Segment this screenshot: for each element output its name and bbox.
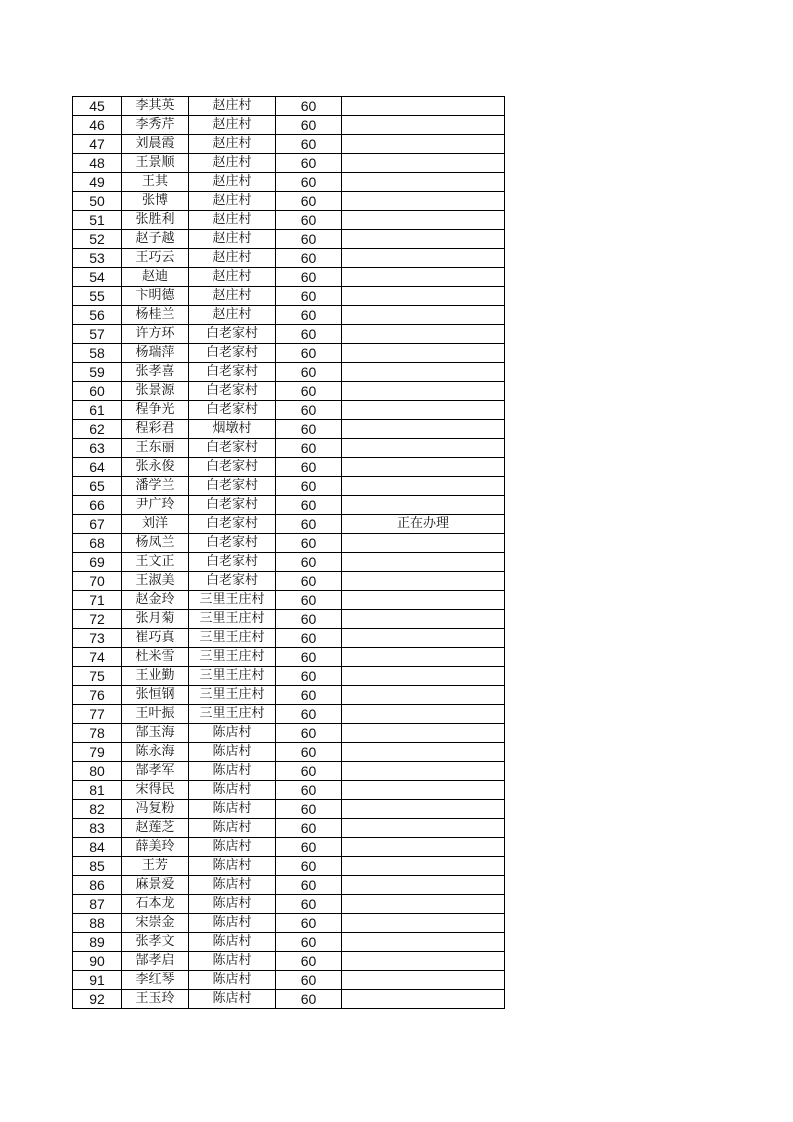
amount-value-cell: 60 — [276, 268, 342, 287]
row-number-cell: 72 — [73, 610, 122, 629]
table-row — [73, 838, 505, 857]
table-row — [73, 705, 505, 724]
row-number-cell: 69 — [73, 553, 122, 572]
remark-cell — [342, 363, 505, 382]
row-number-cell: 77 — [73, 705, 122, 724]
row-number-cell: 86 — [73, 876, 122, 895]
remark-cell — [342, 230, 505, 249]
row-number-cell: 61 — [73, 401, 122, 420]
amount-value-cell: 60 — [276, 800, 342, 819]
amount-value-cell: 60 — [276, 914, 342, 933]
remark-cell — [342, 648, 505, 667]
row-number-cell: 71 — [73, 591, 122, 610]
table-row — [73, 781, 505, 800]
person-name-cell: 刘洋 — [122, 515, 189, 534]
row-number-cell: 82 — [73, 800, 122, 819]
person-name-cell: 赵子越 — [122, 230, 189, 249]
remark-cell — [342, 534, 505, 553]
amount-value-cell: 60 — [276, 344, 342, 363]
table-row — [73, 230, 505, 249]
table-row — [73, 211, 505, 230]
amount-value-cell: 60 — [276, 325, 342, 344]
table-row — [73, 914, 505, 933]
village-name-cell: 陈店村 — [189, 952, 276, 971]
table-row — [73, 363, 505, 382]
row-number-cell: 57 — [73, 325, 122, 344]
person-name-cell: 薛美玲 — [122, 838, 189, 857]
village-name-cell: 陈店村 — [189, 819, 276, 838]
row-number-cell: 81 — [73, 781, 122, 800]
table-row — [73, 610, 505, 629]
remark-cell — [342, 895, 505, 914]
amount-value-cell: 60 — [276, 97, 342, 116]
village-name-cell: 陈店村 — [189, 876, 276, 895]
person-name-cell: 张孝文 — [122, 933, 189, 952]
person-name-cell: 王淑美 — [122, 572, 189, 591]
person-name-cell: 冯复粉 — [122, 800, 189, 819]
table-row — [73, 382, 505, 401]
table-row — [73, 306, 505, 325]
row-number-cell: 53 — [73, 249, 122, 268]
row-number-cell: 68 — [73, 534, 122, 553]
row-number-cell: 55 — [73, 287, 122, 306]
table-row — [73, 268, 505, 287]
person-name-cell: 王巧云 — [122, 249, 189, 268]
amount-value-cell: 60 — [276, 686, 342, 705]
remark-cell — [342, 952, 505, 971]
row-number-cell: 84 — [73, 838, 122, 857]
village-name-cell: 陈店村 — [189, 971, 276, 990]
table-row — [73, 477, 505, 496]
person-name-cell: 郜玉海 — [122, 724, 189, 743]
amount-value-cell: 60 — [276, 876, 342, 895]
village-name-cell: 三里王庄村 — [189, 591, 276, 610]
table-row — [73, 173, 505, 192]
remark-cell — [342, 211, 505, 230]
row-number-cell: 79 — [73, 743, 122, 762]
person-name-cell: 王东丽 — [122, 439, 189, 458]
remark-cell — [342, 382, 505, 401]
remark-cell — [342, 306, 505, 325]
village-name-cell: 三里王庄村 — [189, 629, 276, 648]
remark-cell — [342, 496, 505, 515]
row-number-cell: 49 — [73, 173, 122, 192]
person-name-cell: 郜孝军 — [122, 762, 189, 781]
amount-value-cell: 60 — [276, 591, 342, 610]
row-number-cell: 92 — [73, 990, 122, 1009]
table-row — [73, 458, 505, 477]
row-number-cell: 73 — [73, 629, 122, 648]
amount-value-cell: 60 — [276, 192, 342, 211]
village-name-cell: 白老家村 — [189, 534, 276, 553]
village-name-cell: 三里王庄村 — [189, 667, 276, 686]
person-name-cell: 王叶振 — [122, 705, 189, 724]
row-number-cell: 85 — [73, 857, 122, 876]
person-name-cell: 李红琴 — [122, 971, 189, 990]
person-name-cell: 张景源 — [122, 382, 189, 401]
remark-cell — [342, 724, 505, 743]
village-name-cell: 赵庄村 — [189, 154, 276, 173]
row-number-cell: 51 — [73, 211, 122, 230]
amount-value-cell: 60 — [276, 249, 342, 268]
amount-value-cell: 60 — [276, 743, 342, 762]
person-name-cell: 王文正 — [122, 553, 189, 572]
amount-value-cell: 60 — [276, 401, 342, 420]
remark-cell — [342, 154, 505, 173]
person-name-cell: 张博 — [122, 192, 189, 211]
village-name-cell: 赵庄村 — [189, 306, 276, 325]
row-number-cell: 91 — [73, 971, 122, 990]
village-name-cell: 白老家村 — [189, 382, 276, 401]
remark-cell — [342, 458, 505, 477]
table-row — [73, 762, 505, 781]
remark-cell — [342, 876, 505, 895]
table-row — [73, 743, 505, 762]
person-name-cell: 宋崇金 — [122, 914, 189, 933]
remark-cell — [342, 116, 505, 135]
row-number-cell: 74 — [73, 648, 122, 667]
village-name-cell: 陈店村 — [189, 800, 276, 819]
remark-cell — [342, 287, 505, 306]
table-row — [73, 933, 505, 952]
amount-value-cell: 60 — [276, 439, 342, 458]
village-name-cell: 白老家村 — [189, 515, 276, 534]
remark-cell — [342, 591, 505, 610]
person-name-cell: 许方环 — [122, 325, 189, 344]
row-number-cell: 48 — [73, 154, 122, 173]
table-row — [73, 287, 505, 306]
amount-value-cell: 60 — [276, 762, 342, 781]
table-row — [73, 154, 505, 173]
amount-value-cell: 60 — [276, 572, 342, 591]
remark-cell — [342, 914, 505, 933]
person-name-cell: 宋得民 — [122, 781, 189, 800]
remark-cell — [342, 268, 505, 287]
amount-value-cell: 60 — [276, 819, 342, 838]
village-name-cell: 白老家村 — [189, 496, 276, 515]
remark-cell — [342, 420, 505, 439]
row-number-cell: 62 — [73, 420, 122, 439]
amount-value-cell: 60 — [276, 135, 342, 154]
remark-cell — [342, 629, 505, 648]
row-number-cell: 67 — [73, 515, 122, 534]
person-name-cell: 刘晨霞 — [122, 135, 189, 154]
village-name-cell: 白老家村 — [189, 553, 276, 572]
amount-value-cell: 60 — [276, 724, 342, 743]
table-row — [73, 401, 505, 420]
person-name-cell: 杨瑞萍 — [122, 344, 189, 363]
row-number-cell: 60 — [73, 382, 122, 401]
person-name-cell: 尹广玲 — [122, 496, 189, 515]
table-row — [73, 97, 505, 116]
amount-value-cell: 60 — [276, 230, 342, 249]
amount-value-cell: 60 — [276, 838, 342, 857]
amount-value-cell: 60 — [276, 667, 342, 686]
table-row — [73, 990, 505, 1009]
remark-cell — [342, 819, 505, 838]
row-number-cell: 54 — [73, 268, 122, 287]
village-name-cell: 赵庄村 — [189, 97, 276, 116]
village-name-cell: 赵庄村 — [189, 192, 276, 211]
roster-body — [73, 97, 505, 1009]
person-name-cell: 崔巧真 — [122, 629, 189, 648]
remark-cell — [342, 667, 505, 686]
table-row — [73, 952, 505, 971]
person-name-cell: 王景顺 — [122, 154, 189, 173]
remark-cell — [342, 933, 505, 952]
roster-table — [72, 96, 505, 1009]
person-name-cell: 王芳 — [122, 857, 189, 876]
table-row — [73, 553, 505, 572]
village-name-cell: 赵庄村 — [189, 287, 276, 306]
row-number-cell: 50 — [73, 192, 122, 211]
amount-value-cell: 60 — [276, 477, 342, 496]
amount-value-cell: 60 — [276, 610, 342, 629]
village-name-cell: 烟墩村 — [189, 420, 276, 439]
village-name-cell: 三里王庄村 — [189, 686, 276, 705]
table-row — [73, 648, 505, 667]
row-number-cell: 76 — [73, 686, 122, 705]
remark-cell — [342, 971, 505, 990]
amount-value-cell: 60 — [276, 629, 342, 648]
table-row — [73, 534, 505, 553]
remark-cell — [342, 781, 505, 800]
person-name-cell: 王其 — [122, 173, 189, 192]
remark-cell — [342, 477, 505, 496]
remark-cell — [342, 401, 505, 420]
amount-value-cell: 60 — [276, 363, 342, 382]
village-name-cell: 陈店村 — [189, 724, 276, 743]
person-name-cell: 赵莲芝 — [122, 819, 189, 838]
table-row — [73, 192, 505, 211]
row-number-cell: 58 — [73, 344, 122, 363]
amount-value-cell: 60 — [276, 857, 342, 876]
village-name-cell: 陈店村 — [189, 895, 276, 914]
row-number-cell: 64 — [73, 458, 122, 477]
row-number-cell: 63 — [73, 439, 122, 458]
person-name-cell: 王玉玲 — [122, 990, 189, 1009]
village-name-cell: 陈店村 — [189, 762, 276, 781]
person-name-cell: 陈永海 — [122, 743, 189, 762]
table-row — [73, 971, 505, 990]
row-number-cell: 65 — [73, 477, 122, 496]
village-name-cell: 三里王庄村 — [189, 705, 276, 724]
row-number-cell: 45 — [73, 97, 122, 116]
amount-value-cell: 60 — [276, 895, 342, 914]
table-row — [73, 572, 505, 591]
row-number-cell: 78 — [73, 724, 122, 743]
table-row — [73, 420, 505, 439]
amount-value-cell: 60 — [276, 515, 342, 534]
remark-cell — [342, 705, 505, 724]
row-number-cell: 66 — [73, 496, 122, 515]
row-number-cell: 83 — [73, 819, 122, 838]
village-name-cell: 白老家村 — [189, 458, 276, 477]
amount-value-cell: 60 — [276, 154, 342, 173]
village-name-cell: 白老家村 — [189, 439, 276, 458]
row-number-cell: 59 — [73, 363, 122, 382]
row-number-cell: 52 — [73, 230, 122, 249]
remark-cell — [342, 173, 505, 192]
remark-cell — [342, 838, 505, 857]
village-name-cell: 白老家村 — [189, 363, 276, 382]
remark-cell — [342, 572, 505, 591]
amount-value-cell: 60 — [276, 705, 342, 724]
table-row — [73, 667, 505, 686]
table-row — [73, 135, 505, 154]
village-name-cell: 陈店村 — [189, 743, 276, 762]
row-number-cell: 70 — [73, 572, 122, 591]
person-name-cell: 麻景爱 — [122, 876, 189, 895]
village-name-cell: 赵庄村 — [189, 173, 276, 192]
amount-value-cell: 60 — [276, 933, 342, 952]
remark-cell — [342, 249, 505, 268]
row-number-cell: 90 — [73, 952, 122, 971]
amount-value-cell: 60 — [276, 496, 342, 515]
village-name-cell: 赵庄村 — [189, 135, 276, 154]
table-row — [73, 724, 505, 743]
table-row — [73, 515, 505, 534]
table-row — [73, 591, 505, 610]
remark-cell — [342, 344, 505, 363]
amount-value-cell: 60 — [276, 458, 342, 477]
village-name-cell: 白老家村 — [189, 401, 276, 420]
village-name-cell: 赵庄村 — [189, 230, 276, 249]
amount-value-cell: 60 — [276, 306, 342, 325]
person-name-cell: 杨桂兰 — [122, 306, 189, 325]
remark-cell — [342, 800, 505, 819]
village-name-cell: 白老家村 — [189, 572, 276, 591]
person-name-cell: 杜米雪 — [122, 648, 189, 667]
remark-cell — [342, 135, 505, 154]
village-name-cell: 赵庄村 — [189, 211, 276, 230]
amount-value-cell: 60 — [276, 781, 342, 800]
person-name-cell: 张恒钢 — [122, 686, 189, 705]
amount-value-cell: 60 — [276, 173, 342, 192]
village-name-cell: 赵庄村 — [189, 116, 276, 135]
remark-cell — [342, 553, 505, 572]
amount-value-cell: 60 — [276, 287, 342, 306]
village-name-cell: 陈店村 — [189, 990, 276, 1009]
amount-value-cell: 60 — [276, 648, 342, 667]
remark-cell — [342, 857, 505, 876]
person-name-cell: 赵迪 — [122, 268, 189, 287]
village-name-cell: 三里王庄村 — [189, 610, 276, 629]
amount-value-cell: 60 — [276, 534, 342, 553]
table-row — [73, 629, 505, 648]
person-name-cell: 张胜利 — [122, 211, 189, 230]
table-row — [73, 819, 505, 838]
village-name-cell: 陈店村 — [189, 933, 276, 952]
amount-value-cell: 60 — [276, 952, 342, 971]
amount-value-cell: 60 — [276, 116, 342, 135]
table-row — [73, 686, 505, 705]
row-number-cell: 89 — [73, 933, 122, 952]
remark-cell: 正在办理 — [342, 515, 505, 534]
village-name-cell: 赵庄村 — [189, 268, 276, 287]
amount-value-cell: 60 — [276, 553, 342, 572]
row-number-cell: 80 — [73, 762, 122, 781]
remark-cell — [342, 762, 505, 781]
village-name-cell: 白老家村 — [189, 477, 276, 496]
village-name-cell: 陈店村 — [189, 781, 276, 800]
amount-value-cell: 60 — [276, 382, 342, 401]
amount-value-cell: 60 — [276, 971, 342, 990]
person-name-cell: 张永俊 — [122, 458, 189, 477]
person-name-cell: 程彩君 — [122, 420, 189, 439]
row-number-cell: 87 — [73, 895, 122, 914]
remark-cell — [342, 610, 505, 629]
person-name-cell: 张月菊 — [122, 610, 189, 629]
person-name-cell: 石本龙 — [122, 895, 189, 914]
village-name-cell: 白老家村 — [189, 344, 276, 363]
remark-cell — [342, 192, 505, 211]
village-name-cell: 陈店村 — [189, 914, 276, 933]
remark-cell — [342, 686, 505, 705]
village-name-cell: 白老家村 — [189, 325, 276, 344]
person-name-cell: 王业勤 — [122, 667, 189, 686]
row-number-cell: 56 — [73, 306, 122, 325]
person-name-cell: 杨凤兰 — [122, 534, 189, 553]
village-name-cell: 赵庄村 — [189, 249, 276, 268]
row-number-cell: 75 — [73, 667, 122, 686]
person-name-cell: 潘学兰 — [122, 477, 189, 496]
village-name-cell: 陈店村 — [189, 857, 276, 876]
person-name-cell: 卞明德 — [122, 287, 189, 306]
person-name-cell: 李秀芹 — [122, 116, 189, 135]
person-name-cell: 赵金玲 — [122, 591, 189, 610]
person-name-cell: 程争光 — [122, 401, 189, 420]
row-number-cell: 46 — [73, 116, 122, 135]
remark-cell — [342, 743, 505, 762]
table-row — [73, 344, 505, 363]
person-name-cell: 张孝喜 — [122, 363, 189, 382]
table-row — [73, 439, 505, 458]
row-number-cell: 88 — [73, 914, 122, 933]
remark-cell — [342, 990, 505, 1009]
person-name-cell: 郜孝启 — [122, 952, 189, 971]
village-name-cell: 三里王庄村 — [189, 648, 276, 667]
amount-value-cell: 60 — [276, 211, 342, 230]
table-row — [73, 857, 505, 876]
table-row — [73, 895, 505, 914]
table-row — [73, 876, 505, 895]
person-name-cell: 李其英 — [122, 97, 189, 116]
table-row — [73, 800, 505, 819]
amount-value-cell: 60 — [276, 420, 342, 439]
table-row — [73, 249, 505, 268]
table-row — [73, 116, 505, 135]
row-number-cell: 47 — [73, 135, 122, 154]
village-name-cell: 陈店村 — [189, 838, 276, 857]
remark-cell — [342, 439, 505, 458]
remark-cell — [342, 325, 505, 344]
amount-value-cell: 60 — [276, 990, 342, 1009]
table-row — [73, 496, 505, 515]
remark-cell — [342, 97, 505, 116]
table-row — [73, 325, 505, 344]
